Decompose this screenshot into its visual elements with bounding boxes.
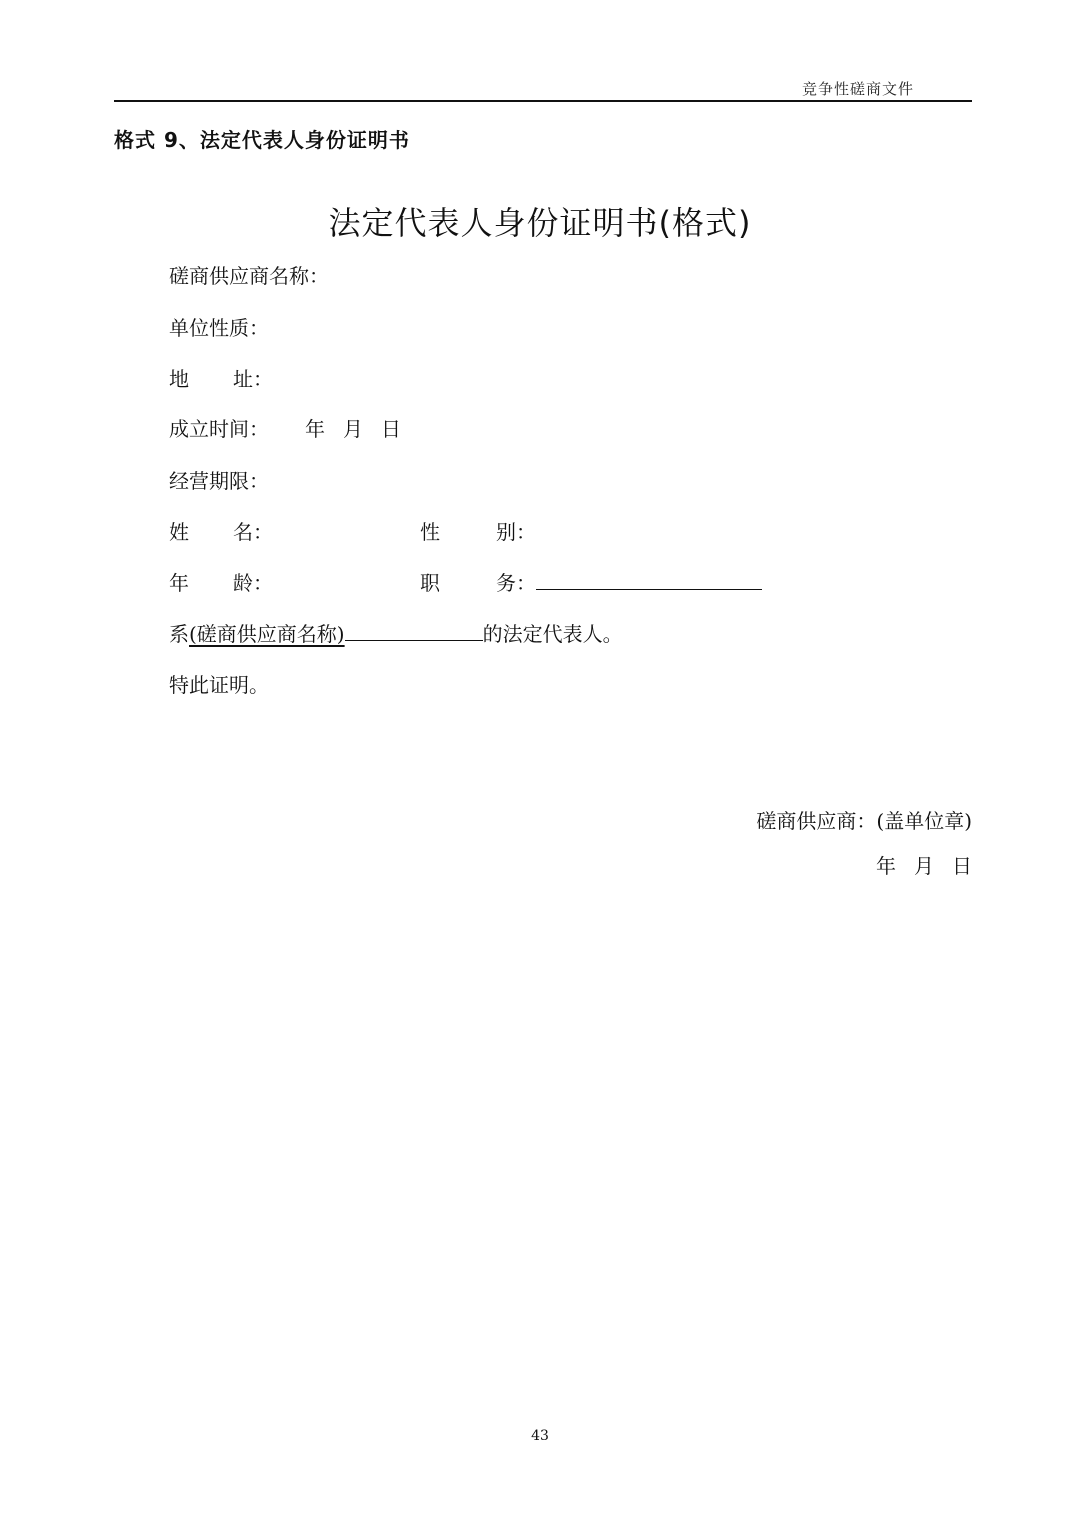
established-day: 日 — [381, 417, 401, 441]
position-field — [420, 567, 762, 596]
field-business-term — [169, 465, 269, 494]
established-year: 年 — [305, 417, 325, 441]
business-term-label: 经营期限： — [169, 469, 269, 493]
signature-month: 月 — [914, 854, 934, 878]
position-label-part1: 职 — [420, 571, 440, 595]
header-doc-type: 竞争性磋商文件 — [801, 80, 914, 98]
relation-supplier-placeholder[interactable]: (磋商供应商名称) — [189, 622, 345, 646]
gender-field — [420, 516, 536, 545]
relation-prefix: 系 — [169, 622, 189, 646]
age-label-part1: 年 — [169, 571, 189, 595]
position-label-part2: 务： — [496, 571, 536, 595]
signature-year: 年 — [876, 854, 896, 878]
gender-label-part2: 别： — [496, 520, 536, 544]
signature-day: 日 — [952, 854, 972, 878]
field-unit-nature — [169, 312, 269, 341]
document-title: 法定代表人身份证明书(格式) — [328, 204, 752, 242]
section-heading: 格式 9、法定代表人身份证明书 — [114, 128, 410, 152]
header-rule — [114, 100, 972, 102]
name-label-part1: 姓 — [169, 520, 189, 544]
field-certify — [169, 669, 269, 698]
field-address — [169, 363, 273, 392]
gender-label-part1: 性 — [420, 520, 440, 544]
field-supplier-name — [169, 260, 329, 289]
address-label-part2: 址： — [233, 367, 273, 391]
address-label-part1: 地 — [169, 367, 189, 391]
established-month: 月 — [343, 417, 363, 441]
position-blank-line[interactable] — [536, 567, 762, 590]
supplier-name-label: 磋商供应商名称： — [169, 264, 329, 288]
signature-date — [876, 850, 972, 879]
age-label-part2: 龄： — [233, 571, 273, 595]
relation-blank-line[interactable] — [345, 618, 483, 641]
name-label-part2: 名： — [233, 520, 273, 544]
established-label: 成立时间： — [169, 417, 269, 441]
certify-text: 特此证明。 — [169, 673, 269, 697]
field-name-gender — [169, 516, 536, 545]
field-established-date — [169, 413, 401, 442]
unit-nature-label: 单位性质： — [169, 316, 269, 340]
field-relation — [169, 618, 623, 647]
relation-suffix: 的法定代表人。 — [482, 622, 623, 646]
page-number: 43 — [531, 1428, 549, 1444]
field-age-position — [169, 567, 536, 596]
signature-supplier-seal: 磋商供应商：(盖单位章) — [756, 809, 972, 833]
